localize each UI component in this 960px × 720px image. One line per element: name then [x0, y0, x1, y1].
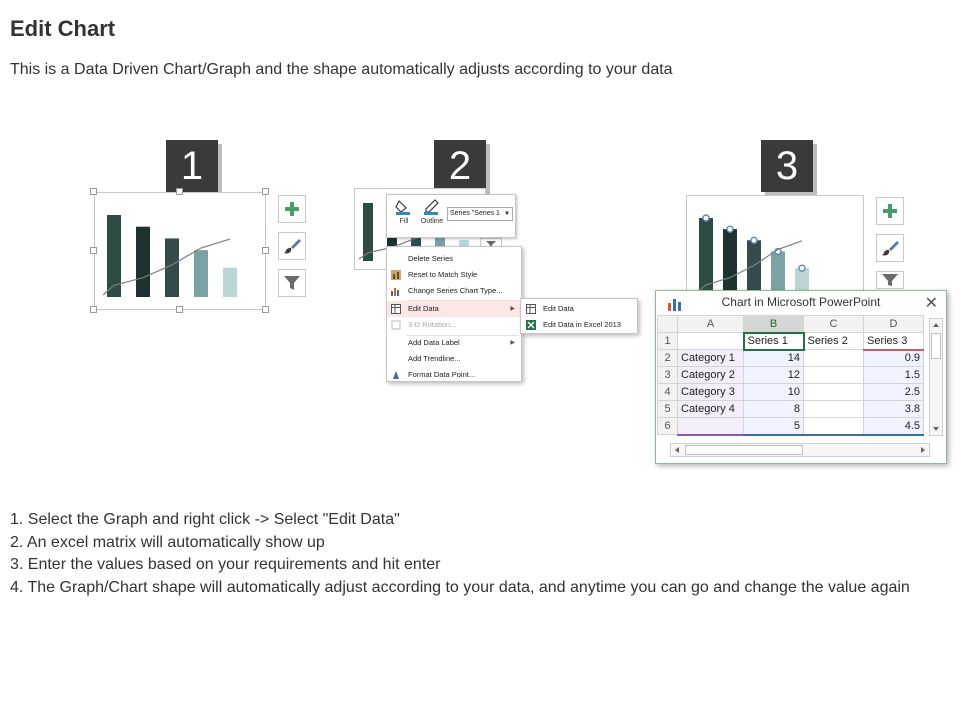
- cell[interactable]: Series 2: [804, 333, 864, 350]
- chart-filters-button[interactable]: [876, 271, 904, 289]
- menu-item-label: Add Data Label: [408, 338, 460, 347]
- cell[interactable]: 8: [744, 401, 804, 418]
- menu-change-chart-type[interactable]: [387, 283, 521, 299]
- vertical-scrollbar[interactable]: [929, 318, 943, 436]
- menu-item-label: Edit Data: [408, 304, 439, 313]
- menu-item-label: Format Data Point...: [408, 370, 476, 379]
- excel-icon: [526, 320, 536, 330]
- instruction-1: 1. Select the Graph and right click -> Select "Edit Data": [10, 511, 400, 528]
- chart-styles-button[interactable]: [876, 234, 904, 262]
- submenu-item-label: Edit Data: [543, 304, 574, 313]
- column-header-a[interactable]: A: [678, 316, 744, 333]
- menu-item-label: Reset to Match Style: [408, 270, 478, 279]
- table-row: [658, 367, 924, 384]
- row-header[interactable]: 6: [658, 418, 678, 435]
- rotation-icon: [391, 320, 401, 330]
- instruction-4: 4. The Graph/Chart shape will automatically adjust according to your data, and anytime you can go and change the value again: [10, 578, 910, 596]
- cell[interactable]: 0.9: [864, 350, 924, 367]
- instructions: [10, 509, 950, 599]
- fill-bucket-icon: [395, 199, 413, 215]
- step1-chart-frame[interactable]: [94, 192, 266, 310]
- chart-bar[interactable]: [136, 227, 150, 297]
- chart-bar[interactable]: [165, 238, 179, 297]
- horizontal-scrollbar[interactable]: [670, 443, 930, 457]
- selection-marker[interactable]: [751, 237, 757, 243]
- resize-handle[interactable]: [262, 188, 269, 195]
- series-select[interactable]: [447, 207, 513, 221]
- cell[interactable]: Category 2: [678, 367, 744, 384]
- cell[interactable]: [804, 350, 864, 367]
- outline-button[interactable]: [417, 199, 447, 225]
- resize-handle[interactable]: [176, 188, 183, 195]
- chart-type-icon: [391, 286, 401, 296]
- cell[interactable]: Category 1: [678, 350, 744, 367]
- filter-icon: [881, 273, 899, 287]
- chevron-right-icon: ▶: [510, 306, 515, 312]
- row-header[interactable]: 2: [658, 350, 678, 367]
- context-menu: [386, 246, 522, 382]
- cell[interactable]: Series 1: [744, 333, 804, 350]
- fill-label: Fill: [399, 218, 409, 225]
- excel-title: Chart in Microsoft PowerPoint: [721, 295, 881, 309]
- chevron-right-icon: ▶: [510, 340, 515, 346]
- excel-window: [655, 290, 947, 464]
- close-icon[interactable]: ✕: [924, 295, 938, 312]
- resize-handle[interactable]: [262, 247, 269, 254]
- resize-handle[interactable]: [90, 247, 97, 254]
- outline-label: Outline: [420, 218, 444, 225]
- submenu-item-label: Edit Data in Excel 2013: [543, 320, 621, 329]
- cell[interactable]: 1.5: [864, 367, 924, 384]
- submenu-edit-data[interactable]: [521, 301, 637, 317]
- menu-item-label: Add Trendline...: [408, 354, 461, 363]
- step3-chart-frame[interactable]: [686, 195, 864, 295]
- cell[interactable]: [804, 367, 864, 384]
- step1-chart[interactable]: [95, 193, 267, 311]
- row-header[interactable]: 3: [658, 367, 678, 384]
- selection-marker[interactable]: [727, 226, 733, 232]
- row-header[interactable]: 4: [658, 384, 678, 401]
- page-subtitle: This is a Data Driven Chart/Graph and the shape automatically adjusts according to your data: [10, 61, 673, 78]
- cell[interactable]: Series 3: [864, 333, 924, 350]
- instruction-2: 2. An excel matrix will automatically show up: [10, 533, 325, 551]
- chart-bar[interactable]: [699, 218, 713, 296]
- table-row: [658, 401, 924, 418]
- format-icon: [391, 370, 401, 380]
- page-title: Edit Chart: [10, 16, 116, 41]
- outline-pen-icon: [423, 199, 441, 215]
- instruction-3: 3. Enter the values based on your requirements and hit enter: [10, 556, 441, 573]
- step-badge-1: 1: [166, 140, 218, 192]
- mini-toolbar: [386, 194, 516, 238]
- chart-styles-button[interactable]: [278, 232, 306, 260]
- resize-handle[interactable]: [90, 306, 97, 313]
- scroll-right-icon: [918, 444, 928, 456]
- scroll-thumb[interactable]: [931, 333, 941, 359]
- filter-icon: [283, 274, 301, 292]
- cell[interactable]: 3.8: [864, 401, 924, 418]
- cell[interactable]: [678, 418, 744, 435]
- cell[interactable]: [804, 401, 864, 418]
- brush-icon: [283, 237, 301, 255]
- selection-marker[interactable]: [799, 265, 805, 271]
- chevron-down-icon: ▼: [504, 211, 510, 217]
- cell[interactable]: 10: [744, 384, 804, 401]
- cell[interactable]: Category 4: [678, 401, 744, 418]
- chart-elements-button[interactable]: [278, 195, 306, 223]
- menu-add-data-label[interactable]: [387, 335, 521, 351]
- menu-item-label: Delete Series: [408, 254, 454, 263]
- edit-data-submenu: [520, 298, 638, 334]
- menu-format-data-point[interactable]: [387, 367, 521, 383]
- cell[interactable]: [678, 333, 744, 350]
- menu-item-label: Change Series Chart Type...: [408, 286, 503, 295]
- plus-icon: [882, 203, 898, 219]
- table-row: [658, 384, 924, 401]
- chart-elements-button[interactable]: [876, 197, 904, 225]
- menu-delete-series[interactable]: [387, 251, 521, 267]
- chart-bar[interactable]: [723, 229, 737, 296]
- cell[interactable]: Category 3: [678, 384, 744, 401]
- cell[interactable]: 4.5: [864, 418, 924, 435]
- menu-edit-data[interactable]: [387, 301, 521, 317]
- menu-reset-style[interactable]: [387, 267, 521, 283]
- series-select-value: Series "Series 1: [450, 210, 500, 217]
- cell[interactable]: [804, 384, 864, 401]
- scroll-down-icon: [930, 424, 942, 434]
- edit-data-icon: [391, 304, 401, 314]
- table-row: [658, 333, 924, 350]
- cell[interactable]: [804, 418, 864, 435]
- corner-cell[interactable]: [658, 316, 678, 333]
- cell[interactable]: 14: [744, 350, 804, 367]
- step-badge-2: 2: [434, 140, 486, 192]
- reset-style-icon: [391, 270, 401, 280]
- menu-item-label: 3-D Rotation...: [408, 320, 457, 329]
- column-header-c[interactable]: C: [804, 316, 864, 333]
- row-header[interactable]: 1: [658, 333, 678, 350]
- cell[interactable]: 12: [744, 367, 804, 384]
- spreadsheet-grid[interactable]: [657, 315, 927, 436]
- menu-add-trendline[interactable]: [387, 351, 521, 367]
- selection-marker[interactable]: [703, 215, 709, 221]
- brush-icon: [881, 239, 899, 257]
- edit-data-icon: [526, 304, 536, 314]
- menu-3d-rotation[interactable]: [387, 317, 521, 333]
- chart-bar[interactable]: [223, 268, 237, 297]
- table-row: [658, 350, 924, 367]
- resize-handle[interactable]: [90, 188, 97, 195]
- cell[interactable]: 5: [744, 418, 804, 435]
- cell[interactable]: 2.5: [864, 384, 924, 401]
- step3-chart[interactable]: [687, 196, 865, 296]
- plus-icon: [284, 201, 300, 217]
- resize-handle[interactable]: [176, 306, 183, 313]
- table-row: [658, 418, 924, 435]
- scroll-thumb[interactable]: [685, 445, 803, 455]
- scroll-up-icon: [930, 320, 942, 330]
- row-header[interactable]: 5: [658, 401, 678, 418]
- fill-button[interactable]: [389, 199, 419, 225]
- scroll-left-icon: [672, 444, 682, 456]
- chart-bar[interactable]: [194, 250, 208, 297]
- resize-handle[interactable]: [262, 306, 269, 313]
- column-header-d[interactable]: D: [864, 316, 924, 333]
- submenu-edit-data-excel[interactable]: [521, 317, 637, 333]
- chart-filters-button[interactable]: [278, 269, 306, 297]
- step-badge-3: 3: [761, 140, 813, 192]
- column-header-b[interactable]: B: [744, 316, 804, 333]
